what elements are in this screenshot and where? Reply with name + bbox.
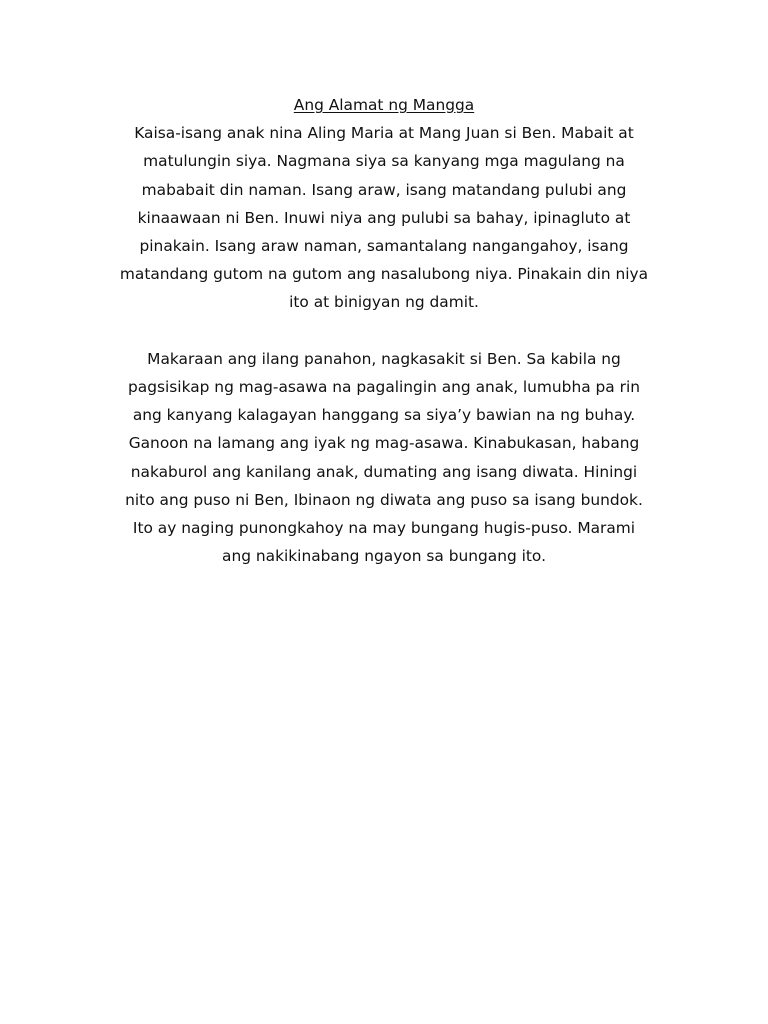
paragraph-1 — [100, 119, 668, 316]
paragraph-line: Makaraan ang ilang panahon, nagkasakit si Ben. Sa kabila ng — [147, 349, 621, 368]
document-body — [100, 91, 668, 570]
paragraph-line: nakaburol ang kanilang anak, dumating ang isang diwata. Hiningi — [130, 462, 638, 481]
paragraph-line: Kaisa-isang anak nina Aling Maria at Mang Juan si Ben. Mabait at — [134, 124, 634, 143]
paragraph-line: pinakain. Isang araw naman, samantalang nangangahoy, isang — [139, 237, 629, 256]
paragraph-line: matulungin siya. Nagmana siya sa kanyang mga magulang na — [143, 152, 625, 171]
paragraph-line: pagsisikap ng mag-asawa na pagalingin ang anak, lumubha pa rin — [128, 378, 640, 397]
paragraph-line: kinaawaan ni Ben. Inuwi niya ang pulubi sa bahay, ipinagluto at — [137, 208, 631, 227]
document-title: Ang Alamat ng Mangga — [293, 96, 475, 114]
paragraph-line: mababait din naman. Isang araw, isang matandang pulubi ang — [141, 180, 627, 199]
paragraph-line: ang nakikinabang ngayon sa bungang ito. — [222, 547, 546, 566]
paragraph-spacer — [100, 317, 668, 345]
paragraph-line: Ganoon na lamang ang iyak ng mag-asawa. Kinabukasan, habang — [128, 434, 640, 453]
paragraph-line: nito ang puso ni Ben, Ibinaon ng diwata ang puso sa isang bundok. — [125, 490, 643, 509]
paragraph-2 — [100, 345, 668, 571]
paragraph-line: ang kanyang kalagayan hanggang sa siya’y bawian na ng buhay. — [132, 406, 636, 425]
paragraph-line: Ito ay naging punongkahoy na may bungang hugis-puso. Marami — [132, 519, 636, 538]
paragraph-line: ito at binigyan ng damit. — [289, 293, 479, 312]
paragraph-line: matandang gutom na gutom ang nasalubong niya. Pinakain din niya — [119, 265, 649, 284]
